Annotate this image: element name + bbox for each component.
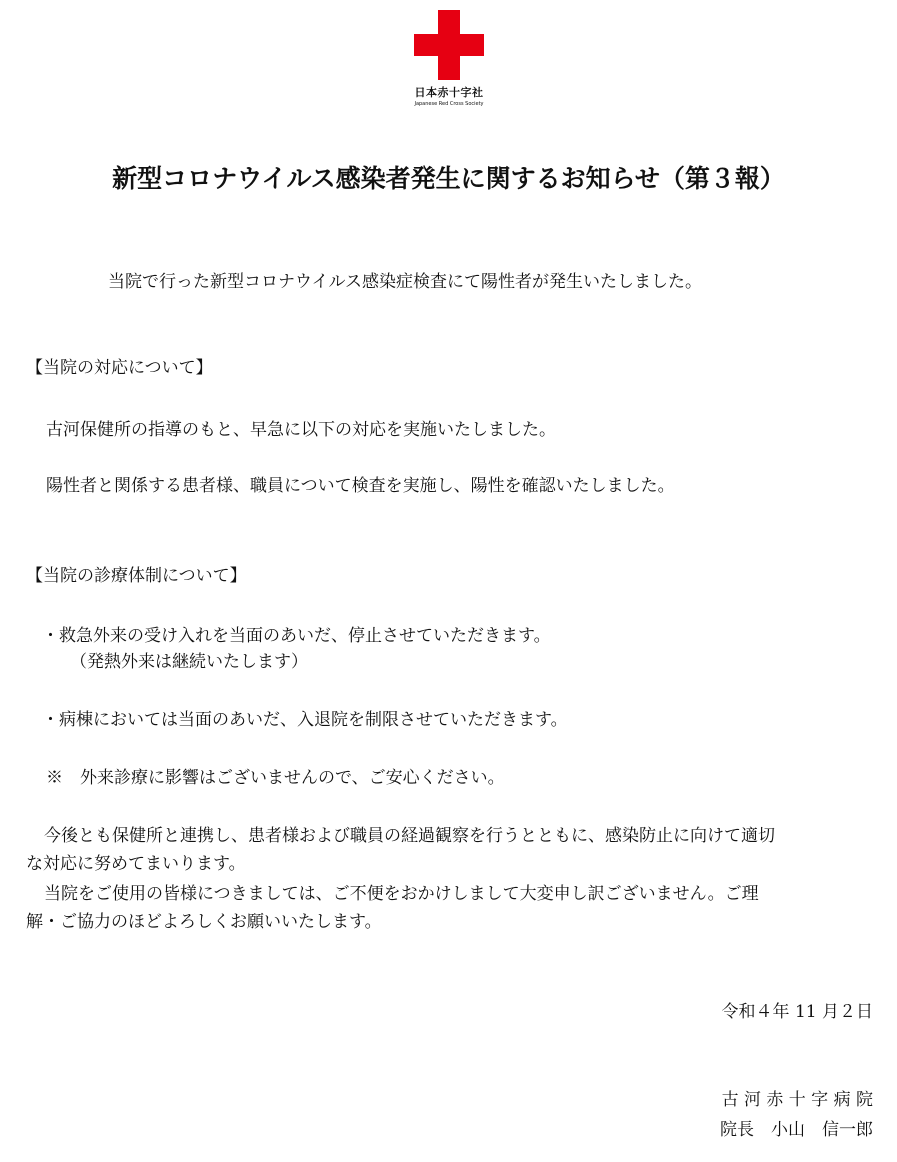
page-title: 新型コロナウイルス感染者発生に関するお知らせ（第３報） xyxy=(112,164,785,193)
outpatient-note: ※ 外来診療に影響はございませんので、ご安心ください。 xyxy=(46,768,505,788)
response-paragraph-2: 陽性者と関係する患者様、職員について検査を実施し、陽性を確認いたしました。 xyxy=(46,476,675,496)
hospital-name: 古 河 赤 十 字 病 院 xyxy=(721,1090,873,1110)
issue-date: 令和４年 11 月２日 xyxy=(721,1002,873,1022)
section-heading-response: 【当院の対応について】 xyxy=(26,358,213,378)
emergency-outpatient-item: ・救急外来の受け入れを当面のあいだ、停止させていただきます。 xyxy=(42,626,551,646)
intro-text: 当院で行った新型コロナウイルス感染症検査にて陽性者が発生いたしました。 xyxy=(108,272,702,292)
director-name: 院長 小山 信一郎 xyxy=(720,1120,873,1140)
logo-org-name-jp: 日本赤十字社 xyxy=(414,86,484,99)
section-heading-medical-system: 【当院の診療体制について】 xyxy=(26,566,247,586)
closing-paragraph-2-line-1: 当院をご使用の皆様につきましては、ご不便をおかけしまして大変申し訳ございません。ご理 xyxy=(44,884,759,904)
closing-paragraph-1-line-1: 今後とも保健所と連携し、患者様および職員の経過観察を行うとともに、感染防止に向けて適切 xyxy=(44,826,775,846)
closing-paragraph-1-line-2: な対応に努めてまいります。 xyxy=(26,854,246,874)
response-paragraph-1: 古河保健所の指導のもと、早急に以下の対応を実施いたしました。 xyxy=(46,420,556,440)
fever-outpatient-note: （発熱外来は継続いたします） xyxy=(70,652,308,672)
logo-org-name-en: Japanese Red Cross Society xyxy=(414,101,484,107)
red-cross-icon xyxy=(414,10,484,80)
closing-paragraph-2-line-2: 解・ご協力のほどよろしくお願いいたします。 xyxy=(26,912,382,932)
ward-restriction-item: ・病棟においては当面のあいだ、入退院を制限させていただきます。 xyxy=(42,710,568,730)
red-cross-logo xyxy=(405,10,493,110)
